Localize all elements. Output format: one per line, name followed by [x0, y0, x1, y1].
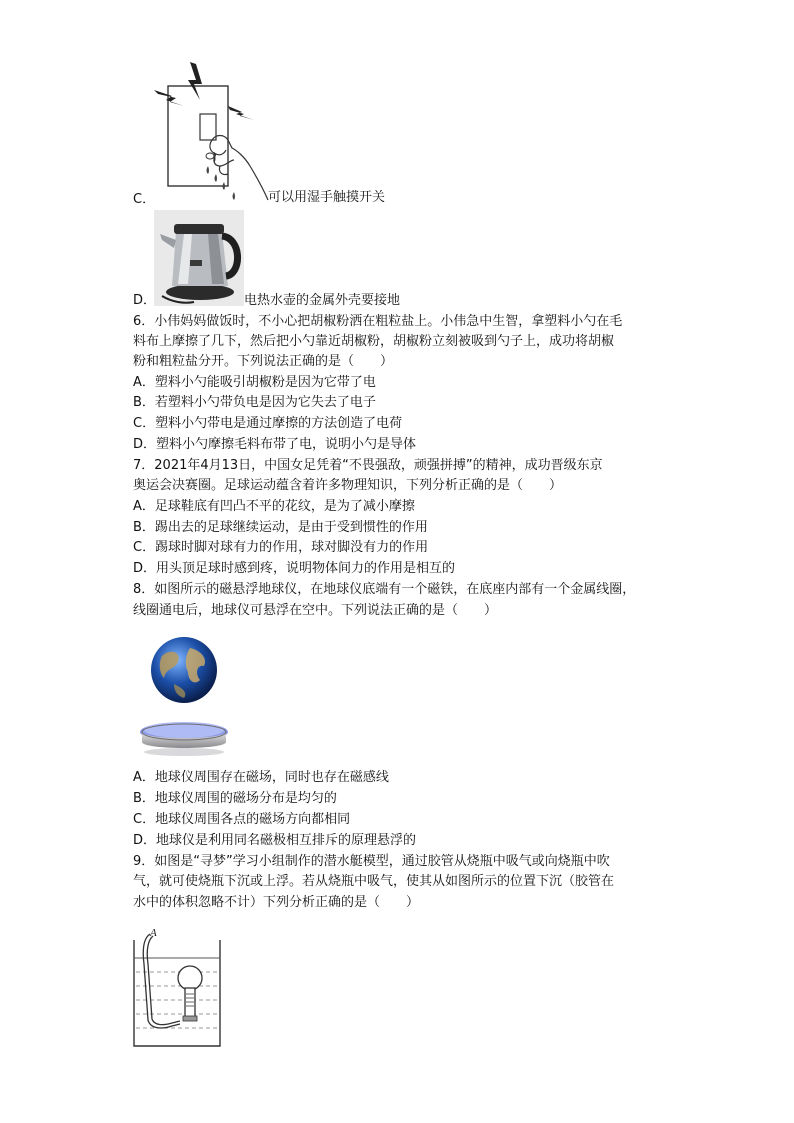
q8-option-d: D．地球仪是利用同名磁极相互排斥的原理悬浮的 [133, 833, 417, 848]
q8-option-a: A．地球仪周围存在磁场，同时也存在磁感线 [133, 770, 389, 785]
kettle-figure [154, 210, 244, 306]
q7-option-b: B．踢出去的足球继续运动，是由于受到惯性的作用 [133, 520, 428, 535]
option-c-text: 可以用湿手触摸开关 [268, 190, 386, 205]
q7-line-1: 7．2021年4月13日，中国女足凭着“不畏强敌，顽强拼搏”的精神，成功晋级东京 [133, 458, 603, 473]
q8-option-b: B．地球仪周围的磁场分布是均匀的 [133, 791, 337, 806]
q9-line-2: 气，就可使烧瓶下沉或上浮。若从烧瓶中吸气，使其从如图所示的位置下沉（胶管在 [133, 874, 615, 889]
q6-option-b: B．若塑料小勺带负电是因为它失去了电子 [133, 395, 376, 410]
wet-hand-switch-figure [150, 56, 270, 206]
q7-option-c: C．踢球时脚对球有力的作用，球对脚没有力的作用 [133, 540, 429, 555]
submarine-model-figure [130, 924, 226, 1050]
q6-line-2: 料布上摩擦了几下，然后把小勺靠近胡椒粉，胡椒粉立刻被吸到勺子上，成功将胡椒 [133, 334, 615, 349]
q8-option-c: C．地球仪周围各点的磁场方向都相同 [133, 812, 351, 827]
option-d-text: 电热水壶的金属外壳要接地 [244, 293, 401, 308]
q9-line-1: 9．如图是“寻梦”学习小组制作的潜水艇模型，通过胶管从烧瓶中吸气或向烧瓶中吹 [133, 854, 610, 869]
q8-line-1: 8．如图所示的磁悬浮地球仪，在地球仪底端有一个磁铁，在底座内部有一个金属线圈， [133, 582, 636, 597]
q6-option-d: D．塑料小勺摩擦毛料布带了电，说明小勺是导体 [133, 437, 417, 452]
q7-line-2: 奥运会决赛圈。足球运动蕴含着许多物理知识，下列分析正确的是（ ） [133, 478, 563, 493]
q7-option-d: D．用头顶足球时感到疼，说明物体间力的作用是相互的 [133, 561, 456, 576]
option-d-letter: D． [133, 293, 157, 308]
q6-line-3: 粉和粗粒盐分开。下列说法正确的是（ ） [133, 354, 394, 369]
maglev-globe-figure [138, 634, 234, 758]
option-c-letter: C． [133, 192, 156, 207]
q6-option-c: C．塑料小勺带电是通过摩擦的方法创造了电荷 [133, 416, 403, 431]
q9-line-3: 水中的体积忽略不计）下列分析正确的是（ ） [133, 895, 420, 910]
q6-line-1: 6．小伟妈妈做饭时，不小心把胡椒粉洒在粗粒盐上。小伟急中生智，拿塑料小勺在毛 [133, 314, 623, 329]
q8-line-2: 线圈通电后，地球仪可悬浮在空中。下列说法正确的是（ ） [133, 603, 498, 618]
tube-end-label: A [150, 927, 157, 939]
q6-option-a: A．塑料小勺能吸引胡椒粉是因为它带了电 [133, 375, 376, 390]
q7-option-a: A．足球鞋底有凹凸不平的花纹，是为了减小摩擦 [133, 499, 415, 514]
